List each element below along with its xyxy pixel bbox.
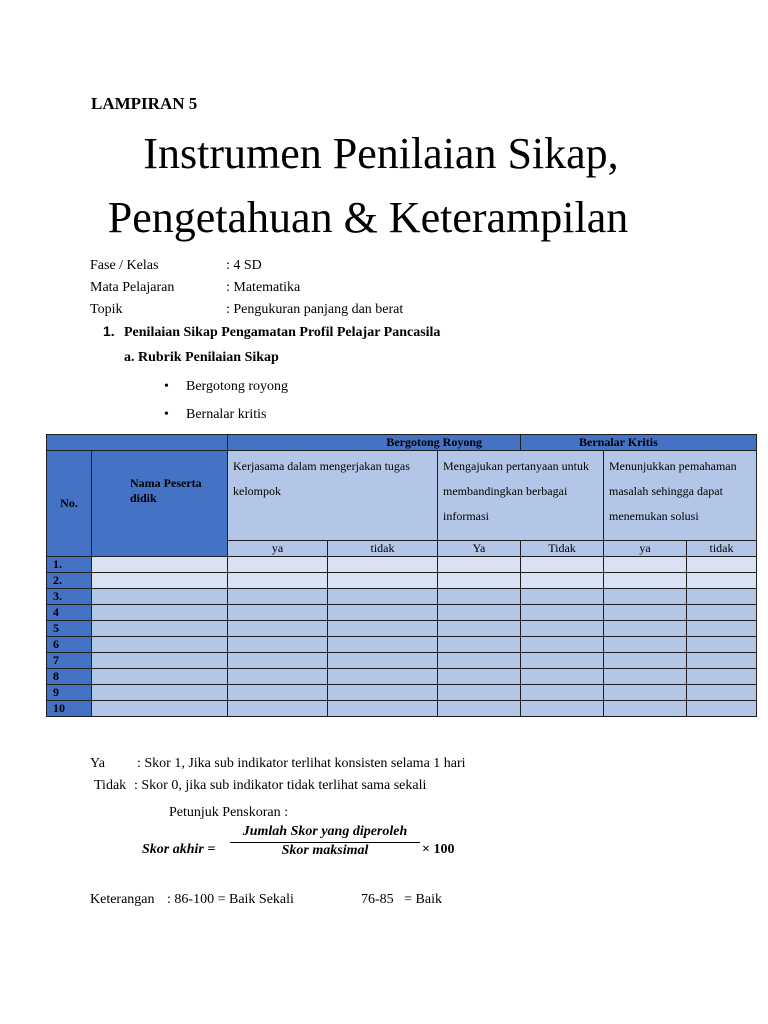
section-heading-1	[103, 323, 440, 341]
subheader-cell: tidak	[328, 541, 438, 557]
table-header-row	[47, 451, 757, 541]
score-cell[interactable]	[438, 589, 521, 605]
score-cell[interactable]	[687, 701, 757, 717]
legend-text: : Skor 0, jika sub indikator tidak terlihat sama sekali	[134, 778, 427, 793]
score-cell[interactable]	[521, 621, 604, 637]
formula-fraction	[230, 824, 420, 859]
score-cell[interactable]	[228, 605, 328, 621]
assessment-table	[46, 434, 757, 717]
meta-row-fase	[90, 258, 262, 274]
row-number: 9	[47, 685, 92, 701]
table-row	[47, 653, 757, 669]
keterangan-baik: 76-85 = Baik	[361, 892, 442, 907]
formula-denominator: Skor maksimal	[281, 843, 369, 858]
header-nama-peserta	[92, 451, 228, 557]
meta-label: Topik	[90, 302, 123, 317]
keterangan-row	[90, 892, 442, 908]
formula-numerator: Jumlah Skor yang diperoleh	[230, 824, 420, 843]
score-cell[interactable]	[228, 589, 328, 605]
score-cell[interactable]	[328, 621, 438, 637]
score-cell[interactable]	[521, 573, 604, 589]
row-number: 3.	[47, 589, 92, 605]
score-cell[interactable]	[228, 701, 328, 717]
score-cell[interactable]	[228, 685, 328, 701]
meta-value: : Pengukuran panjang dan berat	[226, 302, 404, 317]
meta-label: Fase / Kelas	[90, 258, 159, 273]
legend-ya	[90, 756, 466, 772]
bullet-text: Bergotong royong	[186, 379, 289, 394]
row-number: 10	[47, 701, 92, 717]
score-cell[interactable]	[521, 637, 604, 653]
bullet-item	[164, 407, 266, 423]
score-cell[interactable]	[438, 637, 521, 653]
bullet-item	[164, 379, 288, 395]
score-cell[interactable]	[228, 573, 328, 589]
page-title-line1: Instrumen Penilaian Sikap,	[143, 129, 619, 178]
score-cell[interactable]	[438, 573, 521, 589]
score-cell[interactable]	[328, 685, 438, 701]
score-cell[interactable]	[604, 701, 687, 717]
table-row	[47, 621, 757, 637]
table-row	[47, 637, 757, 653]
subheader-cell: Ya	[438, 541, 521, 557]
meta-row-topik	[90, 302, 404, 318]
table-row	[47, 589, 757, 605]
score-cell[interactable]	[228, 621, 328, 637]
legend-tidak	[94, 778, 427, 794]
score-cell[interactable]	[521, 557, 604, 573]
student-name-cell[interactable]	[92, 557, 228, 573]
score-cell[interactable]	[604, 685, 687, 701]
row-number: 6	[47, 637, 92, 653]
student-name-cell[interactable]	[92, 637, 228, 653]
student-name-cell[interactable]	[92, 653, 228, 669]
score-cell[interactable]	[228, 637, 328, 653]
score-cell[interactable]	[687, 621, 757, 637]
score-cell[interactable]	[687, 573, 757, 589]
score-cell[interactable]	[328, 557, 438, 573]
score-cell[interactable]	[438, 653, 521, 669]
bullet-text: Bernalar kritis	[186, 407, 267, 422]
row-number: 2.	[47, 573, 92, 589]
score-cell[interactable]	[604, 573, 687, 589]
score-cell[interactable]	[604, 653, 687, 669]
score-cell[interactable]	[521, 701, 604, 717]
score-cell[interactable]	[604, 637, 687, 653]
header-name-line1: Nama Peserta	[130, 476, 202, 490]
page-title-line2: Pengetahuan & Keterampilan	[107, 193, 629, 242]
table-row	[47, 701, 757, 717]
score-cell[interactable]	[328, 669, 438, 685]
score-cell[interactable]	[438, 685, 521, 701]
score-cell[interactable]	[604, 605, 687, 621]
legend-text: : Skor 1, Jika sub indikator terlihat konsisten selama 1 hari	[137, 756, 466, 771]
subheader-cell: tidak	[687, 541, 757, 557]
score-cell[interactable]	[521, 653, 604, 669]
section-number: 1.	[103, 323, 115, 339]
score-cell[interactable]	[328, 637, 438, 653]
keterangan-label: Keterangan	[90, 892, 155, 907]
score-cell[interactable]	[328, 589, 438, 605]
meta-label: Mata Pelajaran	[90, 280, 175, 295]
appendix-label: LAMPIRAN 5	[91, 94, 198, 113]
row-number: 8	[47, 669, 92, 685]
subheader-cell: ya	[228, 541, 328, 557]
score-cell[interactable]	[604, 669, 687, 685]
table-row	[47, 605, 757, 621]
scoring-label: Petunjuk Penskoran :	[169, 805, 288, 820]
score-cell[interactable]	[438, 605, 521, 621]
score-cell[interactable]	[521, 589, 604, 605]
score-cell[interactable]	[438, 669, 521, 685]
score-cell[interactable]	[228, 557, 328, 573]
table-row	[47, 557, 757, 573]
score-cell[interactable]	[687, 637, 757, 653]
score-cell[interactable]	[328, 653, 438, 669]
student-name-cell[interactable]	[92, 701, 228, 717]
formula-lhs: Skor akhir =	[142, 842, 216, 857]
score-cell[interactable]	[328, 701, 438, 717]
meta-row-mapel	[90, 280, 301, 296]
section-title: Penilaian Sikap Pengamatan Profil Pelajar Pancasila	[124, 325, 441, 340]
score-cell[interactable]	[521, 685, 604, 701]
score-cell[interactable]	[604, 557, 687, 573]
score-cell[interactable]	[521, 605, 604, 621]
row-number: 4	[47, 605, 92, 621]
score-cell[interactable]	[687, 589, 757, 605]
score-cell[interactable]	[438, 701, 521, 717]
header-name-line2: didik	[130, 491, 157, 505]
indicator-mengajukan: Mengajukan pertanyaan untuk membandingkan berbagai informasi	[438, 451, 604, 541]
band-label-gotong-royong: Bergotong Royong	[228, 435, 521, 451]
score-cell[interactable]	[604, 621, 687, 637]
score-cell[interactable]	[687, 685, 757, 701]
score-cell[interactable]	[228, 669, 328, 685]
score-cell[interactable]	[438, 621, 521, 637]
meta-value: : 4 SD	[226, 258, 262, 273]
score-cell[interactable]	[521, 669, 604, 685]
bullet-icon: •	[164, 379, 169, 394]
student-name-cell[interactable]	[92, 573, 228, 589]
formula-multiplier: × 100	[422, 842, 455, 857]
score-cell[interactable]	[328, 573, 438, 589]
row-number: 5	[47, 621, 92, 637]
score-cell[interactable]	[438, 557, 521, 573]
legend-key: Tidak	[94, 778, 127, 793]
score-cell[interactable]	[687, 605, 757, 621]
subsection-heading-a: a. Rubrik Penilaian Sikap	[124, 350, 279, 365]
score-cell[interactable]	[687, 557, 757, 573]
student-name-cell[interactable]	[92, 605, 228, 621]
subheader-cell: Tidak	[521, 541, 604, 557]
table-row	[47, 669, 757, 685]
indicator-kerjasama: Kerjasama dalam mengerjakan tugas kelompok	[228, 451, 438, 541]
table-row	[47, 573, 757, 589]
student-name-cell[interactable]	[92, 621, 228, 637]
keterangan-baik-sekali: : 86-100 = Baik Sekali	[167, 892, 294, 907]
score-cell[interactable]	[604, 589, 687, 605]
score-cell[interactable]	[687, 669, 757, 685]
legend-key: Ya	[90, 756, 105, 771]
band-label-bernalar-kritis: Bernalar Kritis	[521, 435, 757, 451]
header-no: No.	[47, 451, 92, 557]
score-cell[interactable]	[687, 653, 757, 669]
student-name-cell[interactable]	[92, 589, 228, 605]
meta-value: : Matematika	[226, 280, 301, 295]
score-cell[interactable]	[328, 605, 438, 621]
indicator-menunjukkan: Menunjukkan pemahaman masalah sehingga dapat menemukan solusi	[604, 451, 757, 541]
subheader-cell: ya	[604, 541, 687, 557]
score-cell[interactable]	[228, 653, 328, 669]
bullet-icon: •	[164, 407, 169, 422]
table-row	[47, 685, 757, 701]
student-name-cell[interactable]	[92, 669, 228, 685]
student-name-cell[interactable]	[92, 685, 228, 701]
table-band-row	[47, 435, 757, 451]
row-number: 7	[47, 653, 92, 669]
row-number: 1.	[47, 557, 92, 573]
